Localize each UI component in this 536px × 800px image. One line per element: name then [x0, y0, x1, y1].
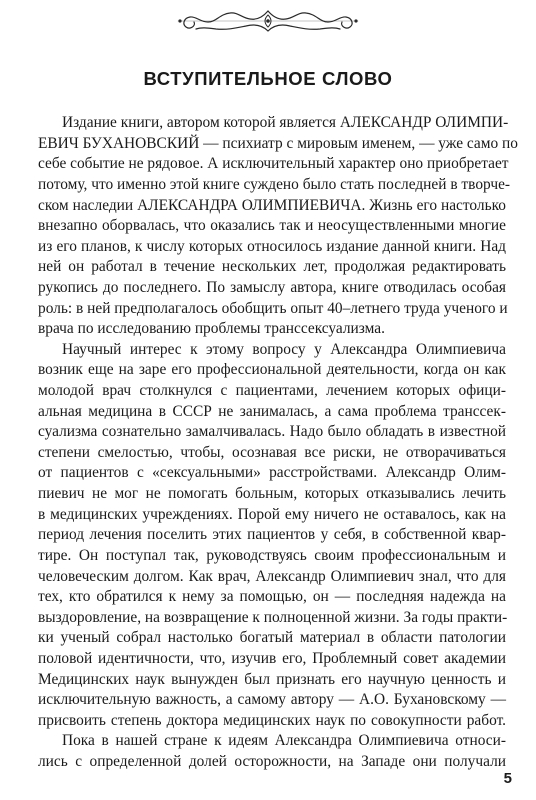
- text-line: присвоить степень доктора медицинских наук по совокупности работ.: [38, 711, 506, 729]
- text-line: лись с определенной долей осторожности, на Западе они получали: [38, 753, 506, 770]
- text-line: альная медицина в СССР не занималась, а сама проблема транссек-: [38, 402, 506, 420]
- text-line: период лечения поселить этих пациентов у себя, в собственной квар-: [38, 526, 506, 544]
- text-line: суализма сознательно замалчивалась. Надо было обладать в известной: [38, 423, 506, 441]
- text-line: внезапно оборвалась, что оказались так и неосуществленными многие: [38, 217, 506, 235]
- text-line: степени смелостью, чтобы, осознавая все риски, не отворачиваться: [38, 443, 506, 461]
- text-line: от пациентов с «сексуальными» расстройствами. Александр Олим-: [38, 464, 506, 482]
- page-number: 5: [503, 770, 512, 787]
- text-line: роль: в ней предполагалось обобщить опыт 40–летнего труда ученого и: [38, 299, 508, 317]
- text-line: выздоровление, на возвращение к полноценной жизни. За годы практи-: [38, 608, 508, 626]
- text-line: врача по исследованию проблемы транссексуализма.: [38, 320, 385, 338]
- text-line: ней он работал в течение нескольких лет, продолжая редактировать: [38, 258, 506, 276]
- text-line: половой идентичности, что, изучив его, Проблемный совет академии: [38, 649, 506, 667]
- text-line: Научный интерес к этому вопросу у Александра Олимпиевича: [62, 340, 506, 358]
- decorative-scroll-ornament-icon: [172, 8, 364, 34]
- text-line: ском наследии АЛЕКСАНДРА ОЛИМПИЕВИЧА. Жизнь его настолько: [38, 196, 506, 214]
- text-line: Пока в нашей стране к идеям Александра Олимпиевича относи-: [62, 732, 506, 750]
- text-line: в медицинских учреждениях. Порой ему ничего не оставалось, как на: [38, 505, 506, 523]
- text-line: Медицинских наук вынужден был признать его научную ценность и: [38, 670, 506, 688]
- text-line: тире. Он поступал так, руководствуясь своим профессиональным и: [38, 546, 506, 564]
- text-line: ЕВИЧ БУХАНОВСКИЙ — психиатр с мировым именем, — уже само по: [38, 134, 518, 152]
- text-line: человеческим долгом. Как врач, Александр Олимпиевич знал, что для: [38, 567, 506, 585]
- text-line: пиевич не мог не помогать больным, которых отказывались лечить: [38, 485, 506, 502]
- text-line: рукопись до последнего. По замыслу автора, книге отводилась особая: [38, 278, 506, 296]
- text-line: из его планов, к числу которых относилось издание данной книги. Над: [38, 237, 506, 255]
- text-line: тех, кто обратился к нему за помощью, он — последняя надежда на: [38, 588, 506, 606]
- text-line: Издание книги, автором которой является АЛЕКСАНДР ОЛИМПИ-: [62, 114, 509, 131]
- text-line: потому, что именно этой книге суждено было стать последней в творче-: [38, 175, 511, 193]
- text-line: ки ученый собрал настолько богатый материал в области патологии: [38, 629, 506, 647]
- text-line: молодой врач столкнулся с пациентами, лечением которых офици-: [38, 382, 506, 399]
- text-line: возник еще на заре его профессиональной деятельности, когда он как: [38, 361, 506, 379]
- page-title: ВСТУПИТЕЛЬНОЕ СЛОВО: [143, 68, 393, 89]
- text-line: себе событие не рядовое. А исключительный характер оно приобретает: [38, 155, 509, 173]
- text-line: исключительную важность, а самому автору — А.О. Бухановскому —: [38, 691, 506, 709]
